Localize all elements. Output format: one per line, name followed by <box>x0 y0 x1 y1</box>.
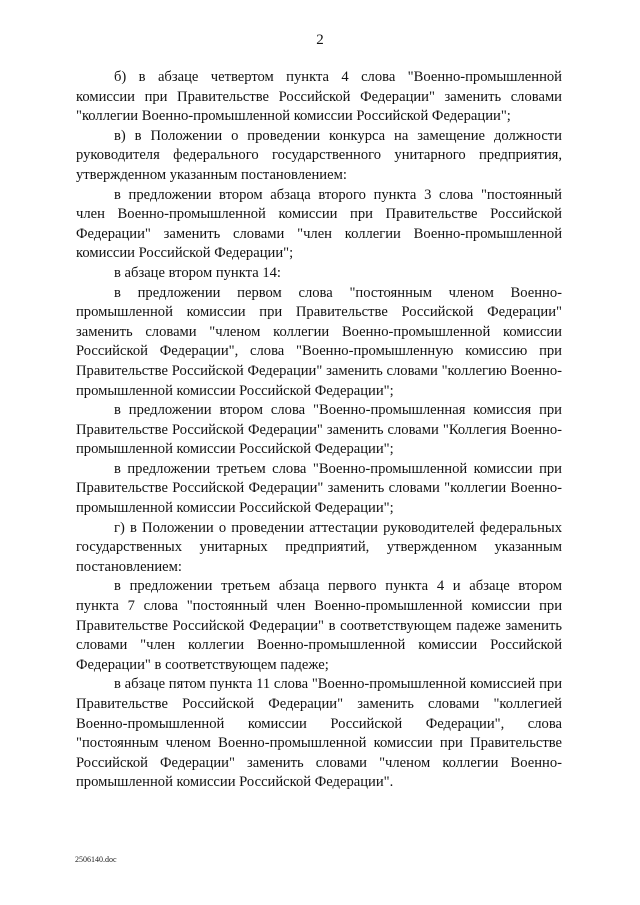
footer-document-id: 2506140.doc <box>75 855 117 864</box>
paragraph-g: г) в Положении о проведении аттестации руководителей федеральных государственных унитарных предприятий, утвержденном указанным постановлением: <box>76 519 562 575</box>
paragraph-v-item-1: в предложении втором абзаца второго пункта 3 слова "постоянный член Военно-промышленной комиссии при Правительстве Российской Федерации" заменить словами "член коллегии Военно-промышленной комиссии Российской Федерации"; <box>76 186 562 262</box>
paragraph-v-item-2-2: в предложении втором слова "Военно-промышленная комиссия при Правительстве Российской Федерации" заменить словами "Коллегия Военно-промышленной комиссии Российской Федерации"; <box>76 402 562 458</box>
page-number: 2 <box>316 32 324 48</box>
paragraph-v-item-2-3: в предложении третьем слова "Военно-промышленной комиссии при Правительстве Российской Федерации" заменить словами "коллегии Военно-промышленной комиссии Российской Федерации"; <box>76 460 562 517</box>
paragraph-b: б) в абзаце четвертом пункта 4 слова "Военно-промышленной комиссии при Правительстве Российской Федерации" заменить словами "коллегии Военно-промышленной комиссии Российской Федерации"; <box>76 69 562 125</box>
document-body <box>76 68 562 793</box>
paragraph-v: в) в Положении о проведении конкурса на замещение должности руководителя федерального государственного унитарного предприятия, утвержденном указанным постановлением: <box>76 127 562 183</box>
paragraph-v-item-2-1: в предложении первом слова "постоянным членом Военно-промышленной комиссии при Правительстве Российской Федерации" заменить словами "членом коллегии Военно-промышленной комиссии Российской Федерации", слова "Военно-промышленную комиссию при Правительстве Российской Федерации" заменить словами "коллегию Военно-промышленной комиссии Российской Федерации"; <box>76 284 562 399</box>
paragraph-g-item-1: в предложении третьем абзаца первого пункта 4 и абзаце втором пункта 7 слова "постоянный член Военно-промышленной комиссии при Правительстве Российской Федерации" в соответствующем падеже заменить словами "член коллегии Военно-промышленной комиссии Российской Федерации" в соответствующем падеже; <box>76 578 562 673</box>
paragraph-v-item-2: в абзаце втором пункта 14: <box>114 264 281 281</box>
paragraph-g-item-2: в абзаце пятом пункта 11 слова "Военно-промышленной комиссией при Правительстве Российской Федерации" заменить словами "коллегией Военно-промышленной комиссии Российской Федерации", слова "постоянным членом Военно-промышленной комиссии при Правительстве Российской Федерации" заменить словами "членом коллегии Военно-промышленной комиссии Российской Федерации". <box>76 676 562 791</box>
